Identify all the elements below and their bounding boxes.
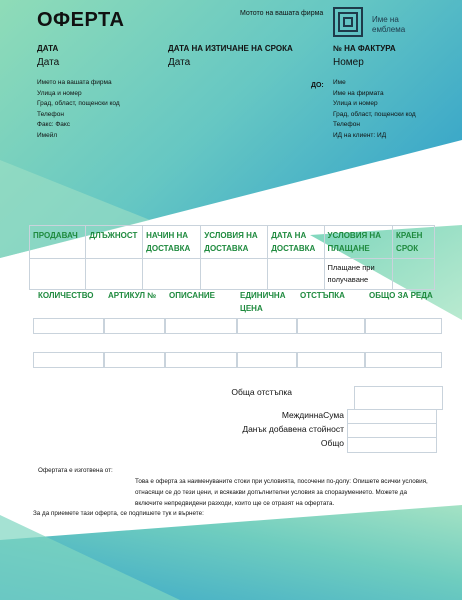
grand-total-label: Общо [320, 438, 344, 448]
cell-delivery-date[interactable] [268, 259, 324, 290]
invoice-value[interactable]: Номер [333, 57, 364, 68]
header-quantity: КОЛИЧЕСТВО [38, 291, 94, 300]
header-discount: ОТСТЪПКА [300, 291, 345, 300]
recipient-phone[interactable]: Телефон [333, 121, 360, 128]
prepared-by: Офертата е изготвена от: [38, 467, 113, 474]
header-unit-price: ЕДИНИЧНА ЦЕНА [240, 291, 286, 313]
cell-position[interactable] [86, 259, 143, 290]
item-row [33, 352, 442, 368]
item-description-cell[interactable] [165, 352, 237, 368]
item-total-cell[interactable] [365, 352, 442, 368]
date-value[interactable]: Дата [37, 57, 60, 68]
header-delivery-date: ДАТА НА ДОСТАВКА [268, 226, 324, 259]
total-discount-label: Обща отстъпка [231, 387, 292, 397]
recipient-street[interactable]: Улица и номер [333, 100, 378, 107]
expiry-label: ДАТА НА ИЗТИЧАНЕ НА СРОКА [168, 44, 293, 53]
sender-company[interactable]: Името на вашата фирма [37, 79, 112, 86]
page-title: ОФЕРТА [37, 9, 125, 31]
cell-delivery-method[interactable] [143, 259, 201, 290]
terms-value-row [30, 259, 435, 290]
logo-line-2: емблема [372, 25, 406, 34]
cell-deadline[interactable] [393, 259, 435, 290]
subtotal-label: МеждиннаСума [281, 410, 344, 420]
recipient-city[interactable]: Град, област, пощенски код [333, 110, 416, 118]
item-number-cell[interactable] [104, 318, 165, 334]
recipient-company[interactable]: Име на фирмата [333, 89, 384, 97]
header-payment-terms: УСЛОВИЯ НА ПЛАЩАНЕ [324, 226, 393, 259]
quote-terms-note: Това е оферта за наименуваните стоки при условията, посочени по-долу: Опишете всички условия, отнасящи се до тези цени, и всякакви допълнителни условия за споразумението. Можете да включите непредвидени разходи, които ще се отразят на офертата. [135, 478, 428, 507]
item-number-cell[interactable] [104, 352, 165, 368]
vat-label: Данък добавена стойност [242, 424, 344, 434]
recipient-block [333, 78, 416, 141]
item-quantity-cell[interactable] [33, 318, 104, 334]
header-item-number: АРТИКУЛ № [108, 291, 157, 300]
item-total-cell[interactable] [365, 318, 442, 334]
header-position: ДЛЪЖНОСТ [86, 226, 143, 259]
acceptance-instruction: За да приемете тази оферта, се подпишете тук и върнете: [33, 510, 204, 517]
recipient-name[interactable]: Име [333, 79, 346, 86]
logo-name [372, 15, 405, 35]
sender-street[interactable]: Улица и номер [37, 89, 82, 97]
logo-icon [333, 7, 363, 37]
logo-line-1: Име на [372, 15, 399, 24]
sender-fax[interactable]: Факс: Факс [37, 121, 71, 128]
sender-block [37, 78, 120, 141]
invoice-label: № НА ФАКТУРА [333, 44, 396, 53]
item-description-cell[interactable] [165, 318, 237, 334]
sender-email[interactable]: Имейл [37, 131, 58, 139]
header-deadline: КРАЕН СРОК [393, 226, 435, 259]
cell-delivery-terms[interactable] [201, 259, 268, 290]
header-delivery-method: НАЧИН НА ДОСТАВКА [143, 226, 201, 259]
terms-table [29, 225, 435, 290]
item-discount-cell[interactable] [297, 352, 365, 368]
cell-seller[interactable] [30, 259, 86, 290]
date-label: ДАТА [37, 44, 59, 53]
item-quantity-cell[interactable] [33, 352, 104, 368]
sender-phone[interactable]: Телефон [37, 110, 64, 118]
item-discount-cell[interactable] [297, 318, 365, 334]
header-line-total: ОБЩО ЗА РЕДА [369, 291, 433, 300]
recipient-client-id[interactable]: ИД на клиент: ИД [333, 131, 387, 139]
expiry-value[interactable]: Дата [168, 57, 191, 68]
total-discount-field[interactable] [354, 386, 443, 410]
item-unit-price-cell[interactable] [237, 318, 297, 334]
grand-total-field[interactable] [347, 437, 437, 453]
item-unit-price-cell[interactable] [237, 352, 297, 368]
cell-payment-terms[interactable]: Плащане при получаване [324, 259, 393, 290]
terms-header-row [30, 226, 435, 259]
item-row [33, 318, 442, 334]
header-description: ОПИСАНИЕ [169, 291, 215, 300]
company-motto: Мотото на вашата фирма [240, 10, 324, 17]
sender-city[interactable]: Град, област, пощенски код [37, 100, 120, 107]
header-seller: ПРОДАВАЧ [30, 226, 86, 259]
header-delivery-terms: УСЛОВИЯ НА ДОСТАВКА [201, 226, 268, 259]
to-label: ДО: [311, 82, 324, 89]
